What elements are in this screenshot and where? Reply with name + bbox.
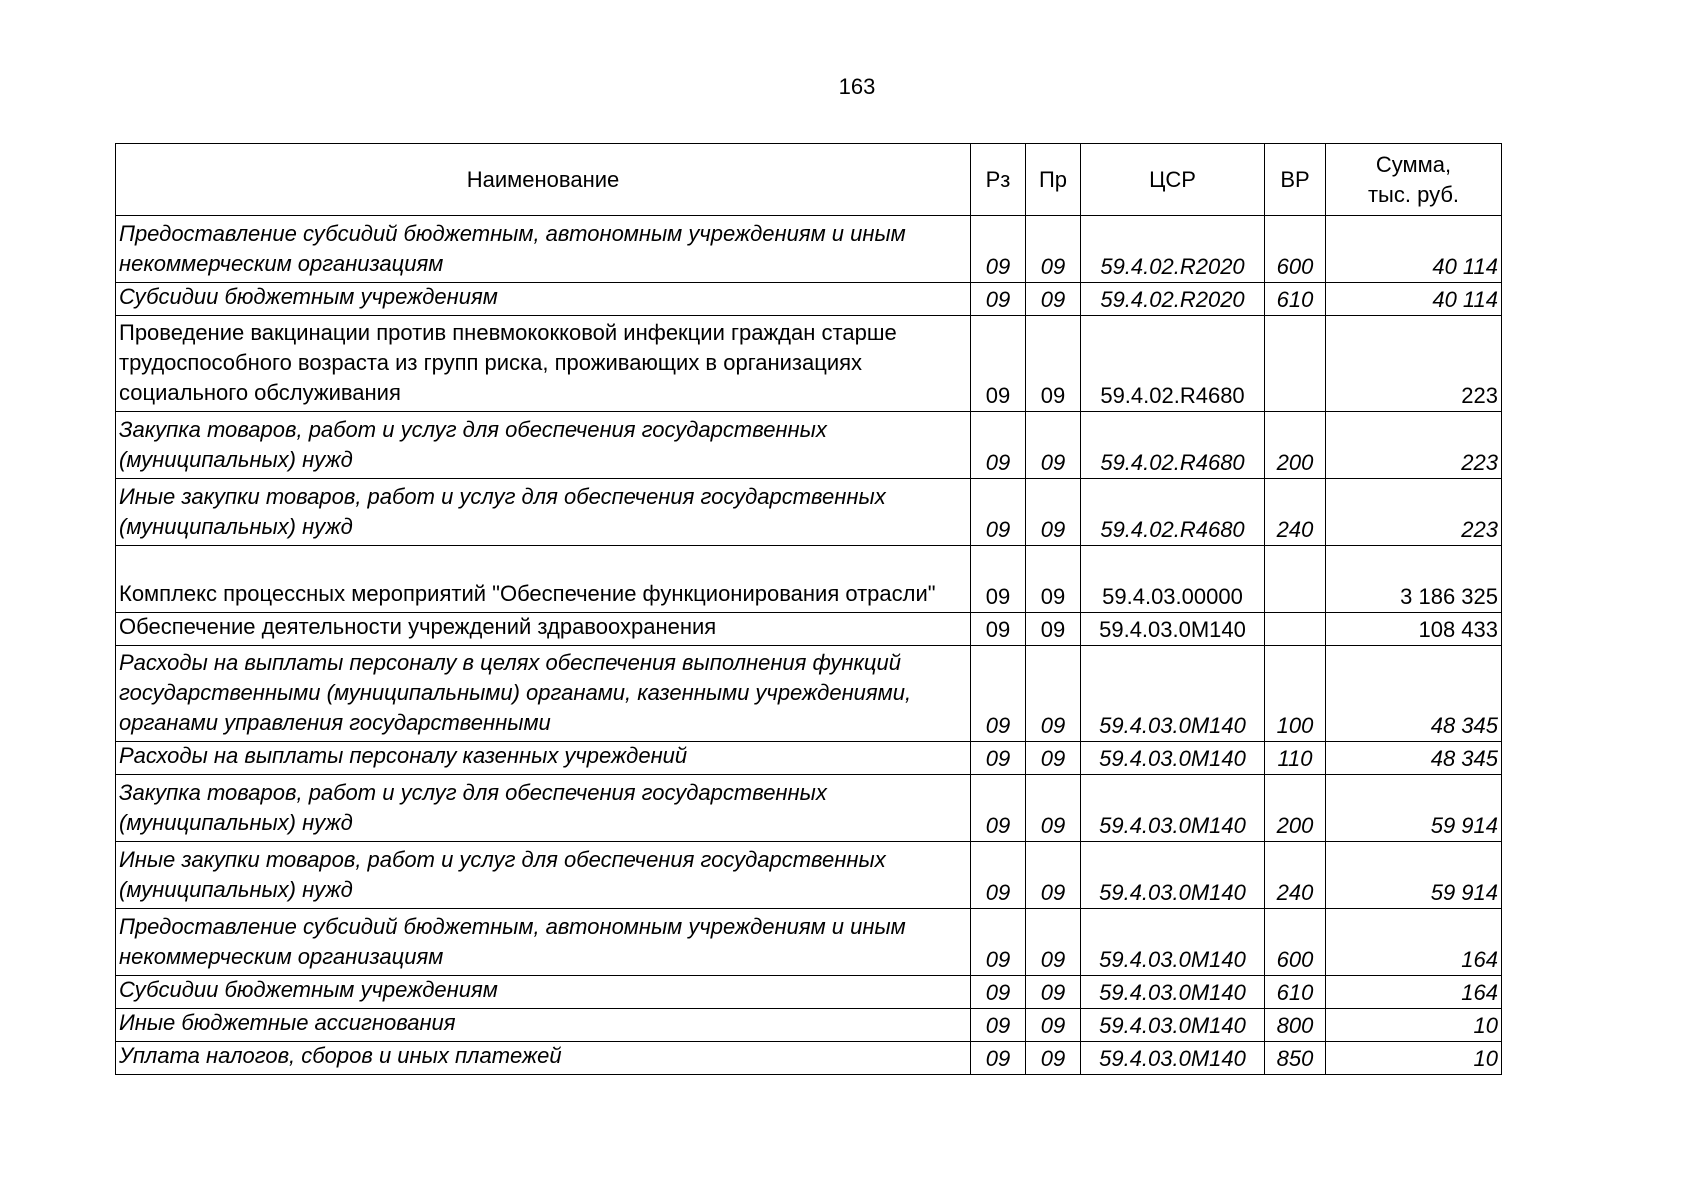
row-name-text: Закупка товаров, работ и услуг для обеспечения государственных (муниципальных) нужд	[119, 417, 827, 472]
header-rz: Рз	[971, 144, 1026, 216]
row-sum-cell: 48 345	[1326, 646, 1502, 742]
row-vr-cell: 240	[1265, 479, 1326, 546]
row-rz-cell: 09	[971, 316, 1026, 412]
row-pr-cell: 09	[1026, 613, 1081, 646]
row-name-cell	[116, 412, 971, 479]
row-vr-cell	[1265, 546, 1326, 613]
row-name-cell	[116, 283, 971, 316]
table-body	[116, 216, 1502, 1075]
row-pr-cell: 09	[1026, 976, 1081, 1009]
row-name-text: Субсидии бюджетным учреждениям	[119, 977, 498, 1002]
row-sum-cell: 223	[1326, 479, 1502, 546]
row-sum-cell: 59 914	[1326, 842, 1502, 909]
row-rz-cell: 09	[971, 842, 1026, 909]
row-name-text: Проведение вакцинации против пневмококковой инфекции граждан старше трудоспособного возраста из групп риска, проживающих в организациях социального обслуживания	[119, 320, 897, 405]
row-rz-cell: 09	[971, 546, 1026, 613]
header-pr: Пр	[1026, 144, 1081, 216]
row-name-cell	[116, 775, 971, 842]
row-sum-cell: 164	[1326, 976, 1502, 1009]
row-name-text: Иные закупки товаров, работ и услуг для обеспечения государственных (муниципальных) нужд	[119, 847, 886, 902]
row-pr-cell: 09	[1026, 479, 1081, 546]
row-name-text: Иные бюджетные ассигнования	[119, 1010, 456, 1035]
row-vr-cell: 610	[1265, 283, 1326, 316]
table-header-row	[116, 144, 1502, 216]
header-sum	[1326, 144, 1502, 216]
row-name-cell	[116, 1042, 971, 1075]
row-sum-cell: 164	[1326, 909, 1502, 976]
row-csr-cell: 59.4.03.0М140	[1081, 1009, 1265, 1042]
row-rz-cell: 09	[971, 742, 1026, 775]
row-vr-cell: 800	[1265, 1009, 1326, 1042]
row-csr-cell: 59.4.03.00000	[1081, 546, 1265, 613]
row-csr-cell: 59.4.02.R4680	[1081, 412, 1265, 479]
row-name-text: Предоставление субсидий бюджетным, автономным учреждениям и иным некоммерческим организациям	[119, 221, 906, 276]
page-number: 163	[838, 74, 876, 99]
row-pr-cell: 09	[1026, 775, 1081, 842]
table-row	[116, 412, 1502, 479]
row-vr-cell: 100	[1265, 646, 1326, 742]
row-name-text: Предоставление субсидий бюджетным, автономным учреждениям и иным некоммерческим организациям	[119, 914, 906, 969]
row-name-cell	[116, 546, 971, 613]
row-name-text: Комплекс процессных мероприятий "Обеспечение функционирования отрасли"	[119, 581, 936, 606]
row-rz-cell: 09	[971, 1009, 1026, 1042]
row-pr-cell: 09	[1026, 842, 1081, 909]
table-row	[116, 909, 1502, 976]
row-vr-cell: 600	[1265, 216, 1326, 283]
row-rz-cell: 09	[971, 216, 1026, 283]
row-rz-cell: 09	[971, 479, 1026, 546]
row-sum-cell: 10	[1326, 1042, 1502, 1075]
row-rz-cell: 09	[971, 1042, 1026, 1075]
row-name-text: Расходы на выплаты персоналу казенных учреждений	[119, 743, 688, 768]
row-csr-cell: 59.4.03.0М140	[1081, 909, 1265, 976]
row-pr-cell: 09	[1026, 216, 1081, 283]
row-rz-cell: 09	[971, 412, 1026, 479]
header-sum-line2: тыс. руб.	[1367, 181, 1460, 207]
row-sum-cell: 40 114	[1326, 216, 1502, 283]
row-csr-cell: 59.4.02.R4680	[1081, 316, 1265, 412]
row-name-cell	[116, 842, 971, 909]
row-name-cell	[116, 479, 971, 546]
row-name-text: Субсидии бюджетным учреждениям	[119, 284, 498, 309]
table-row	[116, 842, 1502, 909]
row-name-cell	[116, 646, 971, 742]
row-csr-cell: 59.4.03.0М140	[1081, 646, 1265, 742]
row-pr-cell: 09	[1026, 316, 1081, 412]
table-row	[116, 976, 1502, 1009]
row-rz-cell: 09	[971, 613, 1026, 646]
header-sum-line1: Сумма,	[1375, 151, 1452, 177]
row-csr-cell: 59.4.03.0М140	[1081, 1042, 1265, 1075]
row-sum-cell: 48 345	[1326, 742, 1502, 775]
row-vr-cell: 200	[1265, 775, 1326, 842]
row-sum-cell: 223	[1326, 316, 1502, 412]
row-csr-cell: 59.4.03.0М140	[1081, 613, 1265, 646]
row-name-cell	[116, 316, 971, 412]
row-rz-cell: 09	[971, 909, 1026, 976]
header-name: Наименование	[116, 144, 971, 216]
row-csr-cell: 59.4.02.R2020	[1081, 283, 1265, 316]
row-name-text: Иные закупки товаров, работ и услуг для обеспечения государственных (муниципальных) нужд	[119, 484, 886, 539]
row-vr-cell	[1265, 316, 1326, 412]
row-csr-cell: 59.4.03.0М140	[1081, 742, 1265, 775]
row-name-text: Расходы на выплаты персоналу в целях обеспечения выполнения функций государственными (муниципальными) органами, казенными учреждениями, органами управления государственными	[119, 650, 912, 735]
row-name-cell	[116, 976, 971, 1009]
header-vr: ВР	[1265, 144, 1326, 216]
row-csr-cell: 59.4.03.0М140	[1081, 775, 1265, 842]
row-sum-cell: 59 914	[1326, 775, 1502, 842]
row-pr-cell: 09	[1026, 909, 1081, 976]
row-sum-cell: 3 186 325	[1326, 546, 1502, 613]
table-row	[116, 742, 1502, 775]
row-vr-cell: 240	[1265, 842, 1326, 909]
row-name-cell	[116, 909, 971, 976]
table-row	[116, 546, 1502, 613]
row-sum-cell: 223	[1326, 412, 1502, 479]
row-vr-cell: 850	[1265, 1042, 1326, 1075]
table-row	[116, 646, 1502, 742]
header-csr: ЦСР	[1081, 144, 1265, 216]
row-sum-cell: 108 433	[1326, 613, 1502, 646]
row-name-text: Обеспечение деятельности учреждений здравоохранения	[119, 614, 717, 639]
row-name-cell	[116, 613, 971, 646]
row-pr-cell: 09	[1026, 412, 1081, 479]
row-name-text: Закупка товаров, работ и услуг для обеспечения государственных (муниципальных) нужд	[119, 780, 827, 835]
budget-table	[115, 143, 1502, 1075]
row-name-cell	[116, 742, 971, 775]
row-csr-cell: 59.4.02.R4680	[1081, 479, 1265, 546]
row-name-cell	[116, 1009, 971, 1042]
row-vr-cell: 600	[1265, 909, 1326, 976]
table-row	[116, 316, 1502, 412]
row-pr-cell: 09	[1026, 283, 1081, 316]
table-row	[116, 283, 1502, 316]
row-name-text: Уплата налогов, сборов и иных платежей	[119, 1043, 562, 1068]
row-csr-cell: 59.4.02.R2020	[1081, 216, 1265, 283]
row-rz-cell: 09	[971, 976, 1026, 1009]
row-name-cell	[116, 216, 971, 283]
row-csr-cell: 59.4.03.0М140	[1081, 976, 1265, 1009]
row-pr-cell: 09	[1026, 546, 1081, 613]
table-row	[116, 479, 1502, 546]
row-sum-cell: 10	[1326, 1009, 1502, 1042]
table-row	[116, 613, 1502, 646]
row-csr-cell: 59.4.03.0М140	[1081, 842, 1265, 909]
row-vr-cell: 110	[1265, 742, 1326, 775]
row-pr-cell: 09	[1026, 646, 1081, 742]
row-rz-cell: 09	[971, 283, 1026, 316]
row-pr-cell: 09	[1026, 742, 1081, 775]
row-sum-cell: 40 114	[1326, 283, 1502, 316]
table-row	[116, 216, 1502, 283]
row-vr-cell: 610	[1265, 976, 1326, 1009]
row-vr-cell	[1265, 613, 1326, 646]
row-rz-cell: 09	[971, 775, 1026, 842]
table-row	[116, 1009, 1502, 1042]
row-pr-cell: 09	[1026, 1042, 1081, 1075]
row-rz-cell: 09	[971, 646, 1026, 742]
row-vr-cell: 200	[1265, 412, 1326, 479]
table-row	[116, 1042, 1502, 1075]
table-row	[116, 775, 1502, 842]
row-pr-cell: 09	[1026, 1009, 1081, 1042]
